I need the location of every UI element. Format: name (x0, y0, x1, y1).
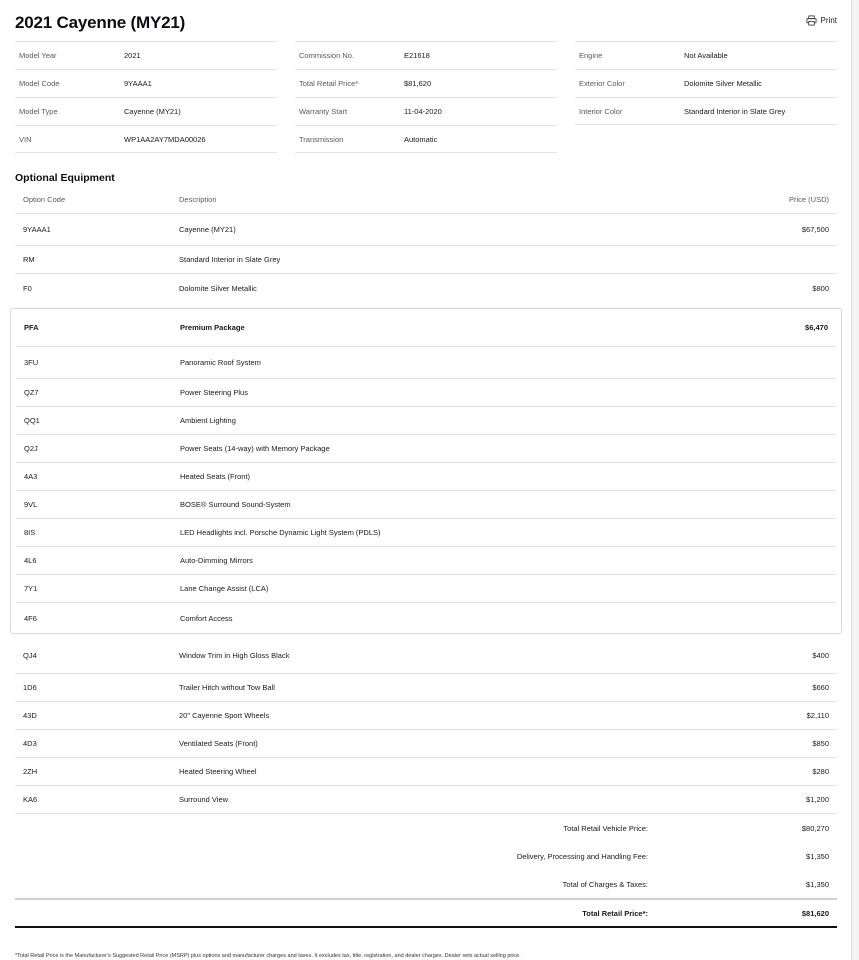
total-label: Total Retail Vehicle Price: (563, 823, 648, 833)
option-description: Dolomite Silver Metallic (179, 283, 257, 293)
table-row (15, 246, 837, 274)
option-code: 43D (23, 711, 37, 720)
table-row (15, 730, 837, 758)
option-description: Comfort Access (180, 613, 233, 623)
option-code: 4L6 (24, 556, 37, 565)
info-row-exterior-color (575, 69, 837, 97)
total-row-charges-taxes (15, 870, 837, 898)
table-row (15, 786, 837, 814)
option-description: Ventilated Seats (Front) (179, 739, 258, 748)
optional-equipment-heading: Optional Equipment (15, 172, 115, 184)
option-description: Power Steering Plus (180, 388, 248, 397)
info-row-interior-color (575, 97, 837, 125)
option-code: 1D6 (23, 683, 37, 692)
total-value: $1,350 (806, 851, 829, 861)
info-label: Model Year (19, 51, 57, 60)
total-label: Total of Charges & Taxes: (562, 879, 648, 889)
package-item-row (16, 463, 836, 491)
table-row (15, 638, 837, 674)
option-code: QQ1 (24, 416, 40, 425)
total-value: $80,270 (801, 823, 829, 833)
option-code: 8IS (24, 528, 36, 537)
option-code: QZ7 (24, 388, 39, 397)
info-value: Standard Interior in Slate Grey (684, 106, 786, 116)
option-code: 7Y1 (24, 584, 38, 593)
print-button[interactable] (806, 15, 837, 26)
info-value: Dolomite Silver Metallic (684, 79, 762, 88)
package-item-row (16, 491, 836, 519)
info-value: WP1AA2AY7MDA00026 (124, 134, 206, 144)
package-item-row (16, 347, 836, 379)
option-price: $67,500 (801, 225, 829, 234)
option-description: Trailer Hitch without Tow Ball (179, 683, 275, 692)
price-totals (15, 814, 837, 928)
option-code: 4A3 (24, 472, 38, 481)
package-item-row (16, 547, 836, 575)
package-item-row (16, 603, 836, 633)
option-code: 9YAAA1 (23, 225, 51, 234)
option-description: BOSE® Surround Sound-System (180, 500, 291, 509)
option-code: F0 (23, 283, 32, 293)
vehicle-info-column-3 (575, 41, 837, 125)
info-row-engine (575, 41, 837, 69)
option-description: Auto-Dimming Mirrors (180, 556, 253, 565)
option-code: Q2J (24, 444, 38, 453)
premium-package-group (10, 308, 842, 634)
table-row (15, 674, 837, 702)
printer-icon (806, 15, 817, 26)
option-price: $400 (812, 651, 829, 660)
info-row-model-type (15, 97, 277, 125)
option-description: Ambient Lighting (180, 416, 236, 425)
package-code: PFA (24, 323, 39, 332)
info-value: 9YAAA1 (124, 79, 152, 88)
option-code: QJ4 (23, 651, 37, 660)
info-row-model-year (15, 41, 277, 69)
info-label: Warranty Start (299, 107, 348, 116)
option-description: Lane Change Assist (LCA) (180, 584, 269, 593)
option-code: 2ZH (23, 767, 38, 776)
total-label: Delivery, Processing and Handling Fee: (516, 851, 648, 861)
print-label: Print (820, 16, 837, 25)
column-header-price: Price (USD) (788, 195, 829, 204)
package-item-row (16, 519, 836, 547)
vertical-scrollbar[interactable] (851, 0, 859, 960)
option-description: LED Headlights incl. Porsche Dynamic Light System (PDLS) (180, 528, 381, 537)
option-description: Window Trim in High Gloss Black (179, 651, 290, 660)
info-label: Interior Color (579, 106, 623, 116)
option-code: 4D3 (23, 739, 37, 748)
info-row-transmission (295, 125, 557, 153)
info-value: 11-04-2020 (404, 107, 442, 116)
optional-equipment-table (15, 186, 837, 928)
info-label: Model Type (19, 107, 58, 116)
info-label: Exterior Color (579, 79, 625, 88)
total-value: $1,350 (806, 879, 829, 889)
option-code: KA6 (23, 795, 38, 804)
option-description: Panoramic Roof System (180, 358, 261, 367)
info-value: E21618 (404, 51, 430, 60)
option-price: $850 (812, 739, 829, 748)
total-row-grand-total (15, 898, 837, 928)
info-value: Automatic (404, 134, 438, 144)
package-item-row (16, 407, 836, 435)
vehicle-info-column-2 (295, 41, 557, 153)
option-description: Heated Seats (Front) (180, 472, 251, 481)
option-price: $2,110 (806, 711, 829, 720)
total-row-vehicle-price (15, 814, 837, 842)
option-price: $800 (812, 283, 829, 293)
column-header-option-code: Option Code (23, 195, 66, 204)
table-header-row (15, 186, 837, 214)
column-header-description: Description (179, 195, 217, 204)
package-item-row (16, 435, 836, 463)
option-price: $1,200 (806, 795, 829, 804)
option-description: Cayenne (MY21) (179, 225, 236, 234)
scrollbar-thumb[interactable] (853, 0, 859, 960)
table-row (15, 274, 837, 302)
vehicle-info-column-1 (15, 41, 277, 153)
option-description: Power Seats (14-way) with Memory Package (180, 444, 330, 453)
option-price: $280 (812, 767, 829, 776)
info-row-warranty-start (295, 97, 557, 125)
page-title: 2021 Cayenne (MY21) (15, 13, 186, 32)
info-label: VIN (19, 134, 32, 144)
option-description: 20" Cayenne Sport Wheels (179, 711, 270, 720)
info-label: Commission No. (299, 51, 355, 60)
option-code: 9VL (24, 500, 38, 509)
total-row-delivery-fee (15, 842, 837, 870)
option-code: RM (23, 255, 35, 264)
info-row-model-code (15, 69, 277, 97)
table-row (15, 214, 837, 246)
info-row-total-retail-price (295, 69, 557, 97)
package-description: Premium Package (180, 323, 245, 332)
option-description: Surround View (179, 795, 229, 804)
info-label: Total Retail Price* (299, 79, 359, 88)
option-description: Standard Interior in Slate Grey (179, 255, 281, 264)
grand-total-label: Total Retail Price*: (582, 908, 648, 918)
info-label: Model Code (19, 79, 60, 88)
package-header-row (16, 309, 836, 347)
info-row-vin (15, 125, 277, 153)
grand-total-value: $81,620 (801, 908, 829, 918)
info-row-commission-no (295, 41, 557, 69)
info-value: 2021 (124, 51, 141, 60)
option-description: Heated Steering Wheel (179, 767, 257, 776)
table-row (15, 758, 837, 786)
price-footnote: *Total Retail Price is the Manufacturer's Suggested Retail Price (MSRP) plus options and manufacturer charges and taxes. It excludes tax, title, registration, and dealer charges. Dealer sets actual selling price. (15, 953, 521, 959)
option-code: 4F6 (24, 613, 37, 623)
info-label: Engine (579, 51, 603, 60)
option-code: 3FU (24, 358, 39, 367)
option-price: $660 (812, 683, 829, 692)
info-value: Not Available (684, 51, 728, 60)
package-item-row (16, 575, 836, 603)
package-price: $6,470 (805, 323, 828, 332)
info-value: Cayenne (MY21) (124, 107, 181, 116)
info-label: Transmission (299, 134, 344, 144)
info-value: $81,620 (404, 79, 432, 88)
package-item-row (16, 379, 836, 407)
table-row (15, 702, 837, 730)
